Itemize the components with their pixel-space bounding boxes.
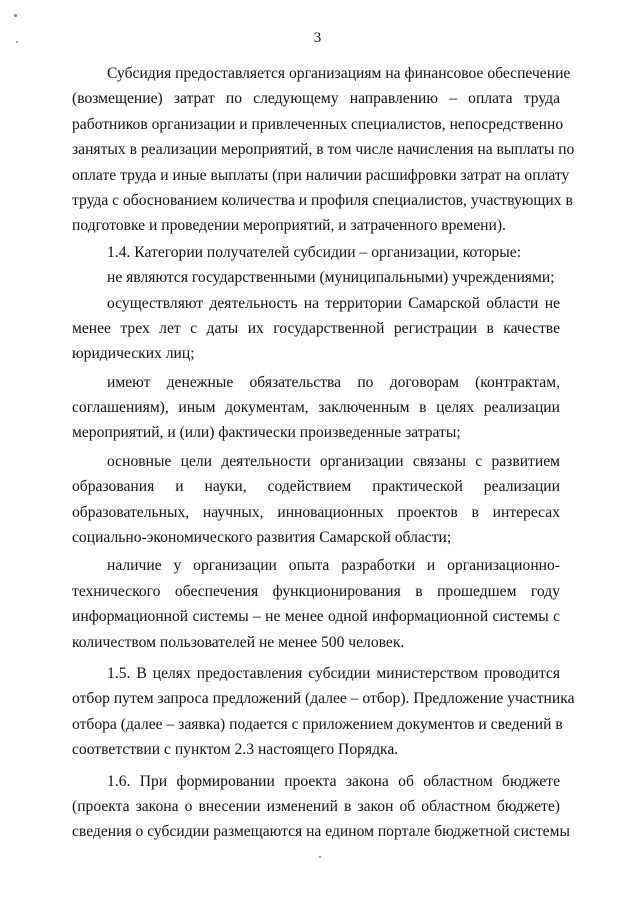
text-line: 1.6. При формировании проекта закона об областном бюджете <box>107 772 560 790</box>
text-line: 1.5. В целях предоставления субсидии министерством проводится <box>107 664 560 682</box>
text-line: не являются государственными (муниципальными) учреждениями; <box>107 269 555 287</box>
text-line: мероприятий, и (или) фактически произведенные затраты; <box>72 424 461 442</box>
text-line: соглашениям), иным документам, заключенным в целях реализации <box>72 399 560 417</box>
text-line: (возмещение) затрат по следующему направлению – оплата труда <box>72 90 560 108</box>
text-line: занятых в реализации мероприятий, в том числе начисления на выплаты по <box>72 141 575 159</box>
text-line: образовательных, научных, инновационных проектов в интересах <box>72 503 560 521</box>
text-line: социально-экономического развития Самарской области; <box>72 529 452 547</box>
paragraph-activity-territory <box>72 291 560 367</box>
paragraph-monetary-obligations <box>72 370 560 446</box>
text-line: отбора (далее – заявка) подается с приложением документов и сведений в <box>72 715 563 733</box>
text-line: информационной системы – не менее одной информационной системы с <box>72 608 560 626</box>
text-line: осуществляют деятельность на территории Самарской области не <box>107 294 560 312</box>
paragraph-1-4 <box>72 240 560 265</box>
text-line: количеством пользователей не менее 500 человек. <box>72 633 405 651</box>
paragraph-subsidy-purpose <box>72 61 575 239</box>
text-line: соответствии с пунктом 2.3 настоящего Порядка. <box>72 741 399 759</box>
text-line: образования и науки, содействием практической реализации <box>72 478 560 496</box>
text-line: технического обеспечения функционирования в прошедшем году <box>72 582 560 600</box>
text-line: основные цели деятельности организации связаны с развитием <box>107 452 560 470</box>
paragraph-1-5 <box>72 661 575 763</box>
scan-speck <box>16 41 18 43</box>
paragraph-experience <box>72 553 560 655</box>
text-line: оплате труда и иные выплаты (при наличии расшифровки затрат на оплату <box>72 166 570 184</box>
paragraph-1-6 <box>72 769 570 845</box>
text-line: сведения о субсидии размещаются на едином портале бюджетной системы <box>72 823 570 841</box>
paragraph-main-goals <box>72 449 560 551</box>
text-line: отбор путем запроса предложений (далее – отбор). Предложение участника <box>72 690 575 708</box>
text-line: юридических лиц; <box>72 345 195 363</box>
text-line: подготовке и проведении мероприятий, и затраченного времени). <box>72 217 506 235</box>
document-body <box>72 61 575 845</box>
text-line: наличие у организации опыта разработки и организационно- <box>107 557 560 575</box>
text-line: менее трех лет с даты их государственной регистрации в качестве <box>72 319 560 337</box>
text-line: работников организации и привлеченных специалистов, непосредственно <box>72 115 564 133</box>
paragraph-not-state-institutions <box>72 265 560 290</box>
text-line: (проекта закона о внесении изменений в закон об областном бюджете) <box>72 797 560 815</box>
scan-speck <box>319 856 321 858</box>
text-line: Субсидия предоставляется организациям на финансовое обеспечение <box>107 65 571 82</box>
text-line: 1.4. Категории получателей субсидии – организации, которые: <box>107 243 522 261</box>
text-line: имеют денежные обязательства по договорам (контрактам, <box>107 373 560 391</box>
page-number: 3 <box>313 30 322 46</box>
text-line: труда с обоснованием количества и профиля специалистов, участвующих в <box>72 191 573 209</box>
scan-speck <box>14 14 17 17</box>
